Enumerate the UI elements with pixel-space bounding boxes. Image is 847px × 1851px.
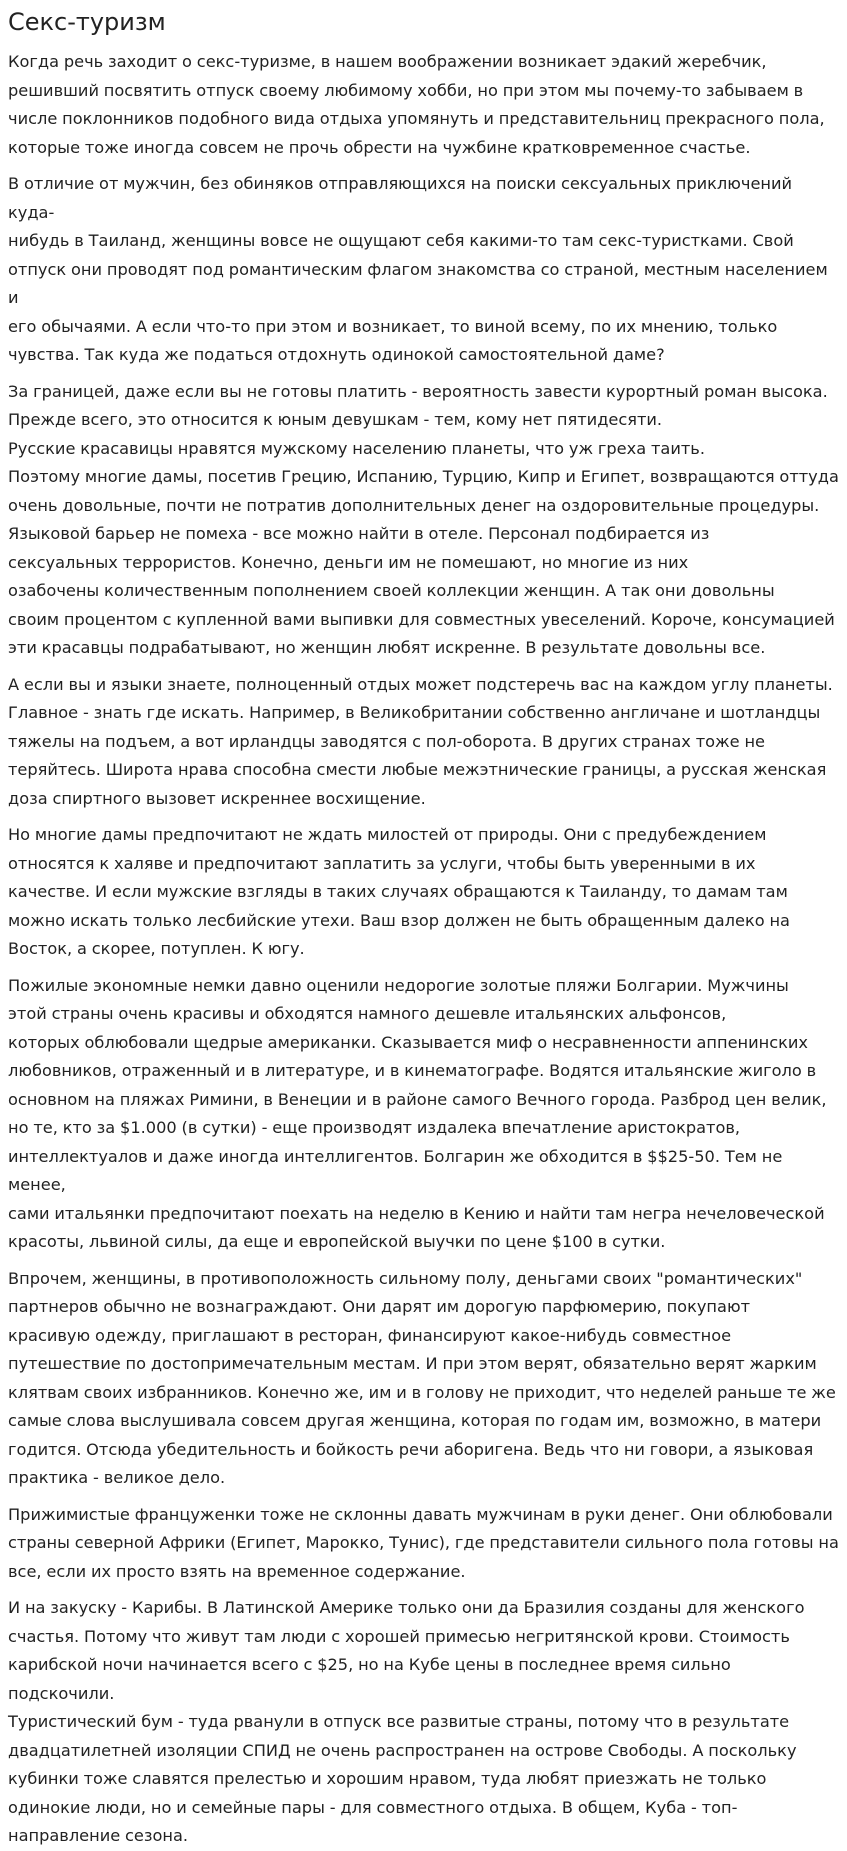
article-paragraph: В отличие от мужчин, без обиняков отправляющихся на поиски сексуальных приключений куда- нибудь в Таиланд, женщины вовсе не ощущают себя какими-то там секс-туристками. Свой отпуск они проводят под романтическим флагом знакомства со страной, местным населением и его обычаями. А если что-то при этом и возникает, то виной всему, по их мнению, только чувства. Так куда же податься отдохнуть одинокой самостоятельной даме? (8, 174, 828, 364)
article-paragraph: Прижимистые француженки тоже не склонны давать мужчинам в руки денег. Они облюбовали страны северной Африки (Египет, Марокко, Тунис), где представители сильного пола готовы на все, если их просто взять на временное содержание. (8, 1504, 839, 1581)
article-paragraph: А если вы и языки знаете, полноценный отдых может подстеречь вас на каждом углу планеты. Главное - знать где искать. Например, в Великобритании собственно англичане и шотландцы тяжелы на подъем, а вот ирландцы заводятся с пол-оборота. В других странах тоже не теряйтесь. Широта нрава способна смести любые межэтнические границы, а русская женская доза спиртного вызовет искреннее восхищение. (8, 674, 833, 808)
article-paragraph: Пожилые экономные немки давно оценили недорогие золотые пляжи Болгарии. Мужчины этой страны очень красивы и обходятся намного дешевле итальянских альфонсов, которых облюбовали щедрые американки. Сказывается миф о несравненности аппенинских любовников, отраженный и в литературе, и в кинематографе. Водятся итальянские жиголо в основном на пляжах Римини, в Венеции и в районе самого Вечного города. Разброд цен велик, но те, кто за $1.000 (в сутки) - еще производят издалека впечатление аристократов, интеллектуалов и даже иногда интеллигентов. Болгарин же обходится в $$25-50. Тем не менее, сами итальянки предпочитают поехать на неделю в Кению и найти там негра нечеловеческой красоты, львиной силы, да еще и европейской выучки по цене $100 в сутки. (8, 975, 827, 1251)
article-paragraph: Впрочем, женщины, в противоположность сильному полу, деньгами своих "романтических" партнеров обычно не вознаграждают. Они дарят им дорогую парфюмерию, покупают красивую одежду, приглашают в ресторан, финансируют какое-нибудь совместное путешествие по достопримечательным местам. И при этом верят, обязательно верят жарким клятвам своих избранников. Конечно же, им и в голову не приходит, что неделей раньше те же самые слова выслушивала совсем другая женщина, которая по годам им, возможно, в матери годится. Отсюда убедительность и бойкость речи аборигена. Ведь что ни говори, а языковая практика - великое дело. (8, 1268, 836, 1487)
article-paragraph: За границей, даже если вы не готовы платить - вероятность завести курортный роман высока. Прежде всего, это относится к юным девушкам - тем, кому нет пятидесяти. Русские красавицы нравятся мужскому населению планеты, что уж греха таить. Поэтому многие дамы, посетив Грецию, Испанию, Турцию, Кипр и Египет, возвращаются оттуда очень довольные, почти не потратив дополнительных денег на оздоровительные процедуры. Языковой барьер не помеха - все можно найти в отеле. Персонал подбирается из сексуальных террористов. Конечно, деньги им не помешают, но многие из них озабочены количественным пополнением своей коллекции женщин. А так они довольны своим процентом с купленной вами выпивки для совместных увеселений. Короче, консумацией эти красавцы подрабатывают, но женщин любят искренне. В результате довольны все. (8, 381, 839, 657)
article-paragraph: И на закуску - Карибы. В Латинской Америке только они да Бразилия созданы для женского счастья. Потому что живут там люди с хорошей примесью негритянской крови. Стоимость карибской ночи начинается всего с $25, но на Кубе цены в последнее время сильно подскочили. Туристический бум - туда рванули в отпуск все развитые страны, потому что в результате двадцатилетней изоляции СПИД не очень распространен на острове Свободы. А поскольку кубинки тоже славятся прелестью и хорошим нравом, туда любят приезжать не только одинокие люди, но и семейные пары - для совместного отдыха. В общем, Куба - топ- направление сезона. (8, 1598, 805, 1845)
article-paragraph: Но многие дамы предпочитают не ждать милостей от природы. Они с предубеждением относятся к халяве и предпочитают заплатить за услуги, чтобы быть уверенными в их качестве. И если мужские взгляды в таких случаях обращаются к Таиланду, то дамам там можно искать только лесбийские утехи. Ваш взор должен не быть обращенным далеко на Восток, а скорее, потуплен. К югу. (8, 825, 790, 958)
article-title: Секс-туризм (8, 8, 166, 36)
article-paragraph: Когда речь заходит о секс-туризме, в нашем воображении возникает эдакий жеребчик, решивший посвятить отпуск своему любимому хобби, но при этом мы почему-то забываем в числе поклонников подобного вида отдыха упомянуть и представительниц прекрасного пола, которые тоже иногда совсем не прочь обрести на чужбине кратковременное счастье. (8, 52, 825, 157)
